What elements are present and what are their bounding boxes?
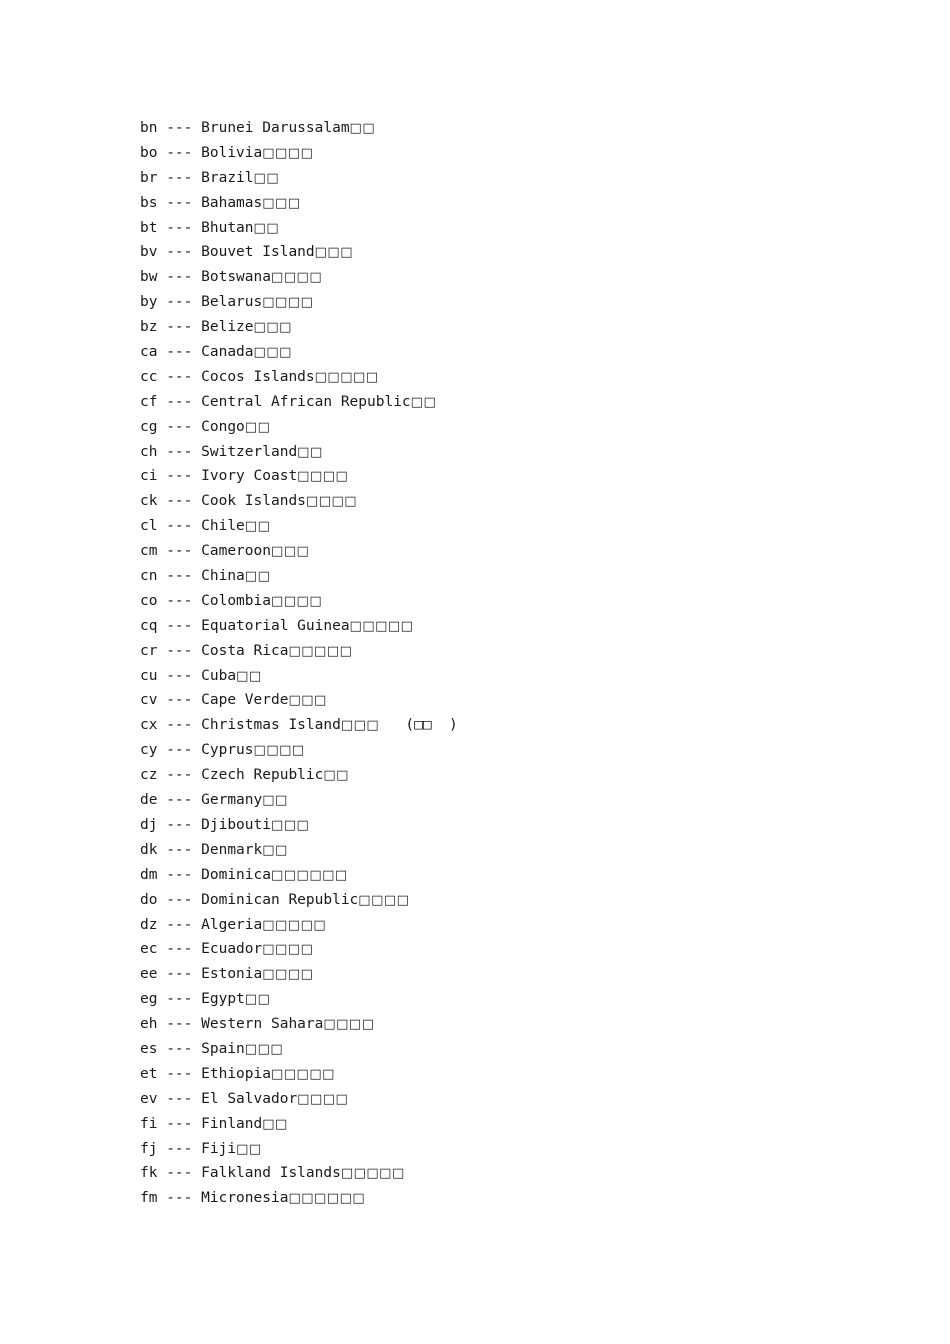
separator-dashes: --- bbox=[166, 667, 193, 684]
country-name: Dominica bbox=[201, 866, 271, 883]
unrendered-glyphs: □□□□ bbox=[262, 942, 314, 958]
country-code-row bbox=[140, 962, 458, 987]
unrendered-glyphs: □□□ bbox=[270, 544, 310, 560]
country-code: cc bbox=[140, 368, 158, 385]
country-code-row bbox=[140, 738, 458, 763]
country-code-list bbox=[140, 116, 458, 1211]
country-code: cr bbox=[140, 642, 158, 659]
country-name: Bhutan bbox=[201, 219, 254, 236]
separator-dashes: --- bbox=[166, 1115, 193, 1132]
country-name: Equatorial Guinea bbox=[201, 617, 350, 634]
country-code-row bbox=[140, 1186, 458, 1211]
country-code-row bbox=[140, 838, 458, 863]
separator-dashes: --- bbox=[166, 916, 193, 933]
country-name: Central African Republic bbox=[201, 393, 411, 410]
country-code-row bbox=[140, 265, 458, 290]
country-name: Canada bbox=[201, 344, 254, 361]
country-name: Dominican Republic bbox=[201, 891, 359, 908]
separator-dashes: --- bbox=[166, 1040, 193, 1057]
unrendered-glyphs: □□□□□ bbox=[270, 1066, 335, 1082]
country-code: cy bbox=[140, 742, 158, 759]
separator-dashes: --- bbox=[166, 1140, 193, 1157]
separator-dashes: --- bbox=[166, 1016, 193, 1033]
unrendered-glyphs: □□ bbox=[262, 1116, 288, 1132]
country-name: Western Sahara bbox=[201, 1016, 324, 1033]
country-code-row bbox=[140, 863, 458, 888]
unrendered-glyphs: □□ bbox=[236, 668, 262, 684]
unrendered-glyphs: □□ bbox=[323, 768, 349, 784]
separator-dashes: --- bbox=[166, 792, 193, 809]
country-code: cn bbox=[140, 568, 158, 585]
country-code-row bbox=[140, 116, 458, 141]
country-name: Cook Islands bbox=[201, 493, 306, 510]
country-code-row bbox=[140, 913, 458, 938]
separator-dashes: --- bbox=[166, 966, 193, 983]
country-code: ck bbox=[140, 493, 158, 510]
country-code: fm bbox=[140, 1190, 158, 1207]
unrendered-glyphs: □□□□ bbox=[297, 469, 349, 485]
country-code: bt bbox=[140, 219, 158, 236]
country-code: cv bbox=[140, 692, 158, 709]
unrendered-glyphs: □□□□ bbox=[262, 967, 314, 983]
country-code-row bbox=[140, 564, 458, 589]
unrendered-glyphs: □□□□□□ bbox=[270, 867, 348, 883]
unrendered-glyphs: □□□□□ bbox=[340, 1166, 405, 1182]
separator-dashes: --- bbox=[166, 592, 193, 609]
country-name: Belize bbox=[201, 319, 254, 336]
country-name: Falkland Islands bbox=[201, 1165, 341, 1182]
country-code-row bbox=[140, 1012, 458, 1037]
unrendered-glyphs: □□ bbox=[253, 220, 280, 236]
country-code-row bbox=[140, 713, 458, 738]
country-code: cf bbox=[140, 393, 158, 410]
country-code: by bbox=[140, 294, 158, 311]
country-code: fk bbox=[140, 1165, 158, 1182]
country-code-row bbox=[140, 166, 458, 191]
separator-dashes: --- bbox=[166, 1165, 193, 1182]
country-code-row bbox=[140, 216, 458, 241]
unrendered-glyphs: □□□ bbox=[288, 693, 327, 709]
country-code-row bbox=[140, 340, 458, 365]
country-code-row bbox=[140, 614, 458, 639]
country-name: Costa Rica bbox=[201, 642, 289, 659]
country-code-row bbox=[140, 813, 458, 838]
country-name: Chile bbox=[201, 518, 245, 535]
country-name: Ivory Coast bbox=[201, 468, 298, 485]
country-code: ee bbox=[140, 966, 158, 983]
unrendered-glyphs: □□ bbox=[262, 793, 288, 809]
country-code-row bbox=[140, 1087, 458, 1112]
country-code: cz bbox=[140, 767, 158, 784]
unrendered-glyphs: □□□ bbox=[262, 195, 301, 211]
unrendered-glyphs: □□ bbox=[244, 569, 271, 585]
country-code-row bbox=[140, 888, 458, 913]
country-code: fj bbox=[140, 1140, 158, 1157]
unrendered-glyphs: □□ bbox=[253, 170, 280, 186]
country-code: co bbox=[140, 592, 158, 609]
unrendered-glyphs: □□□□ bbox=[262, 145, 314, 161]
separator-dashes: --- bbox=[166, 841, 193, 858]
country-code-row bbox=[140, 290, 458, 315]
country-code-row bbox=[140, 987, 458, 1012]
separator-dashes: --- bbox=[166, 767, 193, 784]
country-code: dj bbox=[140, 816, 158, 833]
separator-dashes: --- bbox=[166, 941, 193, 958]
country-code: bz bbox=[140, 319, 158, 336]
separator-dashes: --- bbox=[166, 1065, 193, 1082]
unrendered-glyphs: □□□□ bbox=[270, 270, 323, 286]
country-code: br bbox=[140, 169, 158, 186]
country-code-row bbox=[140, 440, 458, 465]
country-code: ev bbox=[140, 1090, 158, 1107]
unrendered-glyphs: □□□ bbox=[244, 1041, 284, 1057]
country-name: Egypt bbox=[201, 991, 245, 1008]
country-code: de bbox=[140, 792, 158, 809]
country-code: eh bbox=[140, 1016, 158, 1033]
country-code-row bbox=[140, 240, 458, 265]
country-name: Bolivia bbox=[201, 144, 263, 161]
unrendered-glyphs: □□□□□ bbox=[288, 643, 353, 659]
separator-dashes: --- bbox=[166, 717, 193, 734]
country-code: dk bbox=[140, 841, 158, 858]
country-name: Christmas Island bbox=[201, 717, 341, 734]
unrendered-glyphs: □□ bbox=[236, 1141, 262, 1157]
country-code: do bbox=[140, 891, 158, 908]
parenthetical-note: (□□ ) bbox=[379, 717, 458, 734]
separator-dashes: --- bbox=[166, 144, 193, 161]
country-name: Estonia bbox=[201, 966, 263, 983]
country-code: bn bbox=[140, 120, 158, 136]
unrendered-glyphs: □□□□ bbox=[270, 593, 323, 609]
separator-dashes: --- bbox=[166, 244, 193, 261]
country-code-row bbox=[140, 539, 458, 564]
country-code: cu bbox=[140, 667, 158, 684]
country-code-row bbox=[140, 191, 458, 216]
country-name: El Salvador bbox=[201, 1090, 298, 1107]
unrendered-glyphs: □□ bbox=[262, 842, 288, 858]
country-code: cg bbox=[140, 418, 158, 435]
separator-dashes: --- bbox=[166, 443, 193, 460]
separator-dashes: --- bbox=[166, 194, 193, 211]
unrendered-glyphs: □□□□ bbox=[323, 1017, 375, 1033]
country-name: China bbox=[201, 568, 245, 585]
separator-dashes: --- bbox=[166, 991, 193, 1008]
country-code-row bbox=[140, 664, 458, 689]
country-code-row bbox=[140, 390, 458, 415]
country-code: ec bbox=[140, 941, 158, 958]
country-name: Belarus bbox=[201, 294, 263, 311]
country-code: ch bbox=[140, 443, 158, 460]
separator-dashes: --- bbox=[166, 816, 193, 833]
country-code-row bbox=[140, 415, 458, 440]
country-name: Cyprus bbox=[201, 742, 254, 759]
separator-dashes: --- bbox=[166, 294, 193, 311]
country-code-row bbox=[140, 688, 458, 713]
country-code-row bbox=[140, 937, 458, 962]
country-code: cm bbox=[140, 543, 158, 560]
country-code-row bbox=[140, 639, 458, 664]
country-code-row bbox=[140, 489, 458, 514]
separator-dashes: --- bbox=[166, 493, 193, 510]
country-name: Algeria bbox=[201, 916, 263, 933]
separator-dashes: --- bbox=[166, 742, 193, 759]
unrendered-glyphs: □□□□ bbox=[305, 494, 358, 510]
country-name: Congo bbox=[201, 418, 245, 435]
unrendered-glyphs: □□ bbox=[297, 444, 323, 460]
country-name: Germany bbox=[201, 792, 263, 809]
country-name: Cocos Islands bbox=[201, 368, 315, 385]
separator-dashes: --- bbox=[166, 169, 193, 186]
unrendered-glyphs: □□□□ bbox=[253, 743, 305, 759]
separator-dashes: --- bbox=[166, 269, 193, 286]
country-code: bo bbox=[140, 144, 158, 161]
separator-dashes: --- bbox=[166, 120, 193, 136]
separator-dashes: --- bbox=[166, 568, 193, 585]
country-name: Ethiopia bbox=[201, 1065, 271, 1082]
country-code-row bbox=[140, 365, 458, 390]
country-name: Switzerland bbox=[201, 443, 298, 460]
country-name: Cape Verde bbox=[201, 692, 289, 709]
country-code-row bbox=[140, 141, 458, 166]
country-code-row bbox=[140, 1037, 458, 1062]
separator-dashes: --- bbox=[166, 344, 193, 361]
country-name: Bouvet Island bbox=[201, 244, 315, 261]
country-code-row bbox=[140, 1137, 458, 1162]
separator-dashes: --- bbox=[166, 1090, 193, 1107]
separator-dashes: --- bbox=[166, 642, 193, 659]
country-code-row bbox=[140, 315, 458, 340]
country-code-row bbox=[140, 1112, 458, 1137]
country-code-row bbox=[140, 763, 458, 788]
country-name: Brazil bbox=[201, 169, 254, 186]
unrendered-glyphs: □□□□□□ bbox=[288, 1191, 366, 1207]
separator-dashes: --- bbox=[166, 891, 193, 908]
separator-dashes: --- bbox=[166, 1190, 193, 1207]
country-code-row bbox=[140, 589, 458, 614]
country-name: Cameroon bbox=[201, 543, 271, 560]
country-name: Finland bbox=[201, 1115, 263, 1132]
unrendered-glyphs: □□ bbox=[410, 394, 437, 410]
country-code: bw bbox=[140, 269, 158, 286]
separator-dashes: --- bbox=[166, 393, 193, 410]
country-code-row bbox=[140, 514, 458, 539]
country-code: fi bbox=[140, 1115, 158, 1132]
separator-dashes: --- bbox=[166, 692, 193, 709]
country-name: Botswana bbox=[201, 269, 271, 286]
separator-dashes: --- bbox=[166, 468, 193, 485]
country-code: bs bbox=[140, 194, 158, 211]
separator-dashes: --- bbox=[166, 866, 193, 883]
country-code: ca bbox=[140, 344, 158, 361]
country-code-row bbox=[140, 788, 458, 813]
country-code: cq bbox=[140, 617, 158, 634]
separator-dashes: --- bbox=[166, 219, 193, 236]
country-name: Ecuador bbox=[201, 941, 263, 958]
unrendered-glyphs: □□□ bbox=[314, 245, 353, 261]
separator-dashes: --- bbox=[166, 518, 193, 535]
country-name: Spain bbox=[201, 1040, 245, 1057]
unrendered-glyphs: □□□□□ bbox=[262, 917, 327, 933]
separator-dashes: --- bbox=[166, 617, 193, 634]
unrendered-glyphs: □□□ bbox=[340, 718, 380, 734]
unrendered-glyphs: □□ bbox=[244, 419, 271, 435]
country-code: et bbox=[140, 1065, 158, 1082]
country-name: Bahamas bbox=[201, 194, 263, 211]
country-name: Brunei Darussalam bbox=[201, 120, 350, 136]
country-code-row bbox=[140, 1161, 458, 1186]
separator-dashes: --- bbox=[166, 368, 193, 385]
country-name: Fiji bbox=[201, 1140, 237, 1157]
country-name: Cuba bbox=[201, 667, 237, 684]
unrendered-glyphs: □□□□ bbox=[297, 1091, 349, 1107]
country-name: Denmark bbox=[201, 841, 263, 858]
unrendered-glyphs: □□□ bbox=[270, 817, 310, 833]
unrendered-glyphs: □□□□ bbox=[358, 892, 410, 908]
country-name: Czech Republic bbox=[201, 767, 324, 784]
unrendered-glyphs: □□□□ bbox=[262, 295, 314, 311]
country-code: cx bbox=[140, 717, 158, 734]
unrendered-glyphs: □□□ bbox=[253, 345, 292, 361]
country-code: ci bbox=[140, 468, 158, 485]
country-code: dm bbox=[140, 866, 158, 883]
country-code: bv bbox=[140, 244, 158, 261]
unrendered-glyphs: □□□ bbox=[253, 320, 292, 336]
separator-dashes: --- bbox=[166, 543, 193, 560]
unrendered-glyphs: □□ bbox=[244, 992, 271, 1008]
separator-dashes: --- bbox=[166, 418, 193, 435]
country-code: cl bbox=[140, 518, 158, 535]
unrendered-glyphs: □□□□□ bbox=[349, 618, 414, 634]
country-name: Djibouti bbox=[201, 816, 271, 833]
unrendered-glyphs: □□ bbox=[244, 519, 271, 535]
country-name: Micronesia bbox=[201, 1190, 289, 1207]
country-code: dz bbox=[140, 916, 158, 933]
unrendered-glyphs: □□□□□ bbox=[314, 369, 379, 385]
country-code: eg bbox=[140, 991, 158, 1008]
country-code-row bbox=[140, 1062, 458, 1087]
unrendered-glyphs: □□ bbox=[349, 121, 376, 136]
country-code: es bbox=[140, 1040, 158, 1057]
separator-dashes: --- bbox=[166, 319, 193, 336]
country-name: Colombia bbox=[201, 592, 271, 609]
country-code-row bbox=[140, 464, 458, 489]
